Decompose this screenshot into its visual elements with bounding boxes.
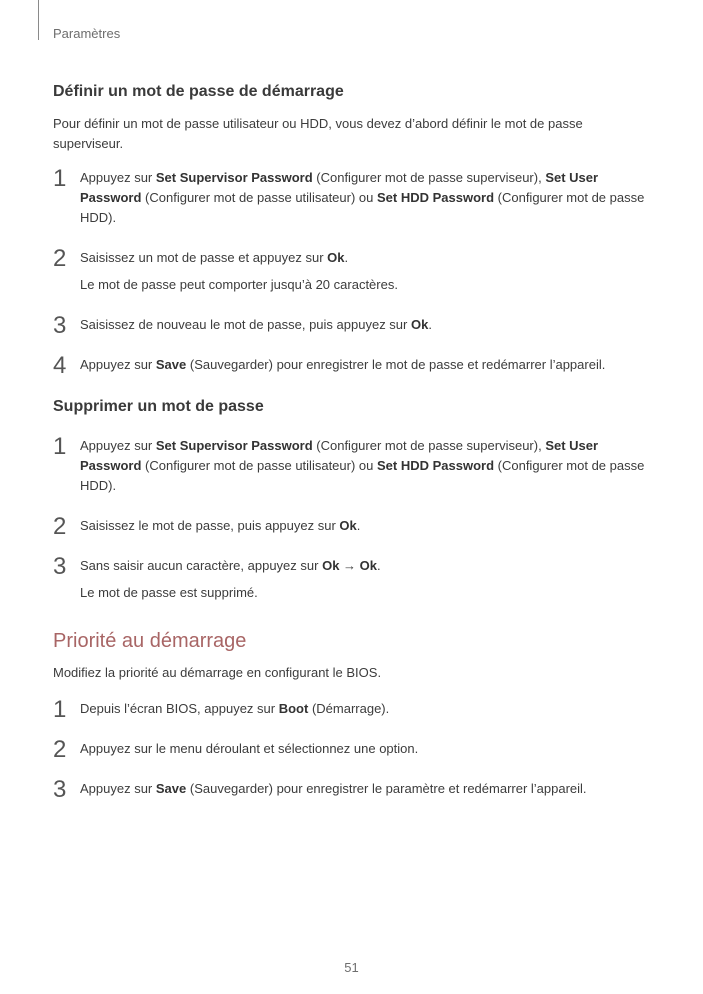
step-keyword: Ok: [327, 250, 345, 265]
step-text: .: [428, 317, 432, 332]
step-number: 1: [53, 696, 67, 723]
step-keyword: Save: [155, 357, 187, 372]
step-text: (Démarrage).: [308, 701, 390, 716]
step-text: Appuyez sur: [80, 357, 156, 372]
step-text: (Configurer mot de passe superviseur),: [312, 170, 546, 185]
step-number: 2: [53, 736, 67, 763]
step-text: (Sauvegarder) pour enregistrer le paramètre et redémarrer l’appareil.: [186, 781, 587, 796]
step-text: .: [356, 518, 361, 533]
step-text: .: [344, 250, 349, 265]
step-keyword: Set HDD Password: [376, 190, 495, 205]
step-set-1: [53, 165, 653, 228]
section-title-boot-priority: Priorité au démarrage: [53, 630, 247, 652]
step-set-4: [53, 352, 653, 379]
step-keyword: Save: [155, 781, 187, 796]
step-text: (Sauvegarder) pour enregistrer le mot de passe et redémarrer l’appareil.: [186, 357, 606, 372]
step-text: .: [377, 558, 381, 573]
step-text: (Configurer mot de passe HDD).: [80, 190, 645, 225]
step-text: Saisissez de nouveau le mot de passe, puis appuyez sur: [80, 317, 411, 332]
step-text: (Configurer mot de passe HDD).: [80, 458, 645, 493]
step-text: Appuyez sur: [80, 170, 156, 185]
step-keyword: Set User Password: [80, 438, 599, 473]
step-text: (Configurer mot de passe utilisateur) ou: [141, 190, 377, 205]
step-keyword: Set HDD Password: [376, 458, 495, 473]
step-number: 1: [53, 165, 67, 192]
step-text: Depuis l’écran BIOS, appuyez sur: [80, 701, 279, 716]
step-text: Appuyez sur: [80, 438, 156, 453]
step-boot-2: [53, 736, 653, 763]
step-keyword: Boot: [278, 701, 309, 716]
step-delete-2: [53, 513, 653, 540]
step-text: (Configurer mot de passe utilisateur) ou: [141, 458, 377, 473]
step-boot-1: [53, 696, 653, 723]
step-boot-3: [53, 776, 653, 803]
step-text: (Configurer mot de passe superviseur),: [312, 438, 546, 453]
step-set-3: [53, 312, 653, 339]
step-number: 3: [53, 312, 67, 339]
arrow-icon: →: [339, 558, 360, 573]
step-text: Sans saisir aucun caractère, appuyez sur: [80, 558, 323, 573]
step-text: Saisissez le mot de passe, puis appuyez sur: [80, 518, 340, 533]
page-number: 51: [344, 960, 359, 975]
step-text: Appuyez sur: [80, 781, 156, 796]
step-number: 1: [53, 433, 67, 460]
step-text: Appuyez sur le menu déroulant et sélectionnez une option.: [80, 741, 419, 756]
step-keyword: Ok: [410, 317, 429, 332]
step-number: 3: [53, 553, 67, 580]
section-intro-boot-priority: Modifiez la priorité au démarrage en configurant le BIOS.: [53, 665, 382, 680]
step-delete-1: [53, 433, 653, 496]
section-intro-set-password: Pour définir un mot de passe utilisateur ou HDD, vous devez d’abord définir le mot de passe superviseur.: [53, 116, 583, 151]
header-label: Paramètres: [53, 26, 121, 41]
step-keyword: Ok: [339, 518, 357, 533]
step-keyword: Set Supervisor Password: [155, 438, 313, 453]
section-title-delete-password: Supprimer un mot de passe: [53, 398, 264, 415]
header-divider-line: [38, 0, 39, 40]
step-text: Saisissez un mot de passe et appuyez sur: [80, 250, 328, 265]
step-keyword: Set Supervisor Password: [155, 170, 313, 185]
step-number: 2: [53, 513, 67, 540]
step-keyword: Ok: [322, 558, 340, 573]
step-set-2: [53, 245, 653, 272]
step-number: 2: [53, 245, 67, 272]
page-content: [53, 80, 653, 803]
step-keyword: Ok: [359, 558, 377, 573]
step-note: Le mot de passe est supprimé.: [80, 585, 258, 600]
section-title-set-password: Définir un mot de passe de démarrage: [53, 83, 344, 100]
step-delete-3: [53, 553, 653, 580]
step-keyword: Set User Password: [80, 170, 599, 205]
step-note: Le mot de passe peut comporter jusqu’à 20 caractères.: [80, 277, 398, 292]
step-number: 4: [53, 352, 67, 379]
step-number: 3: [53, 776, 67, 803]
